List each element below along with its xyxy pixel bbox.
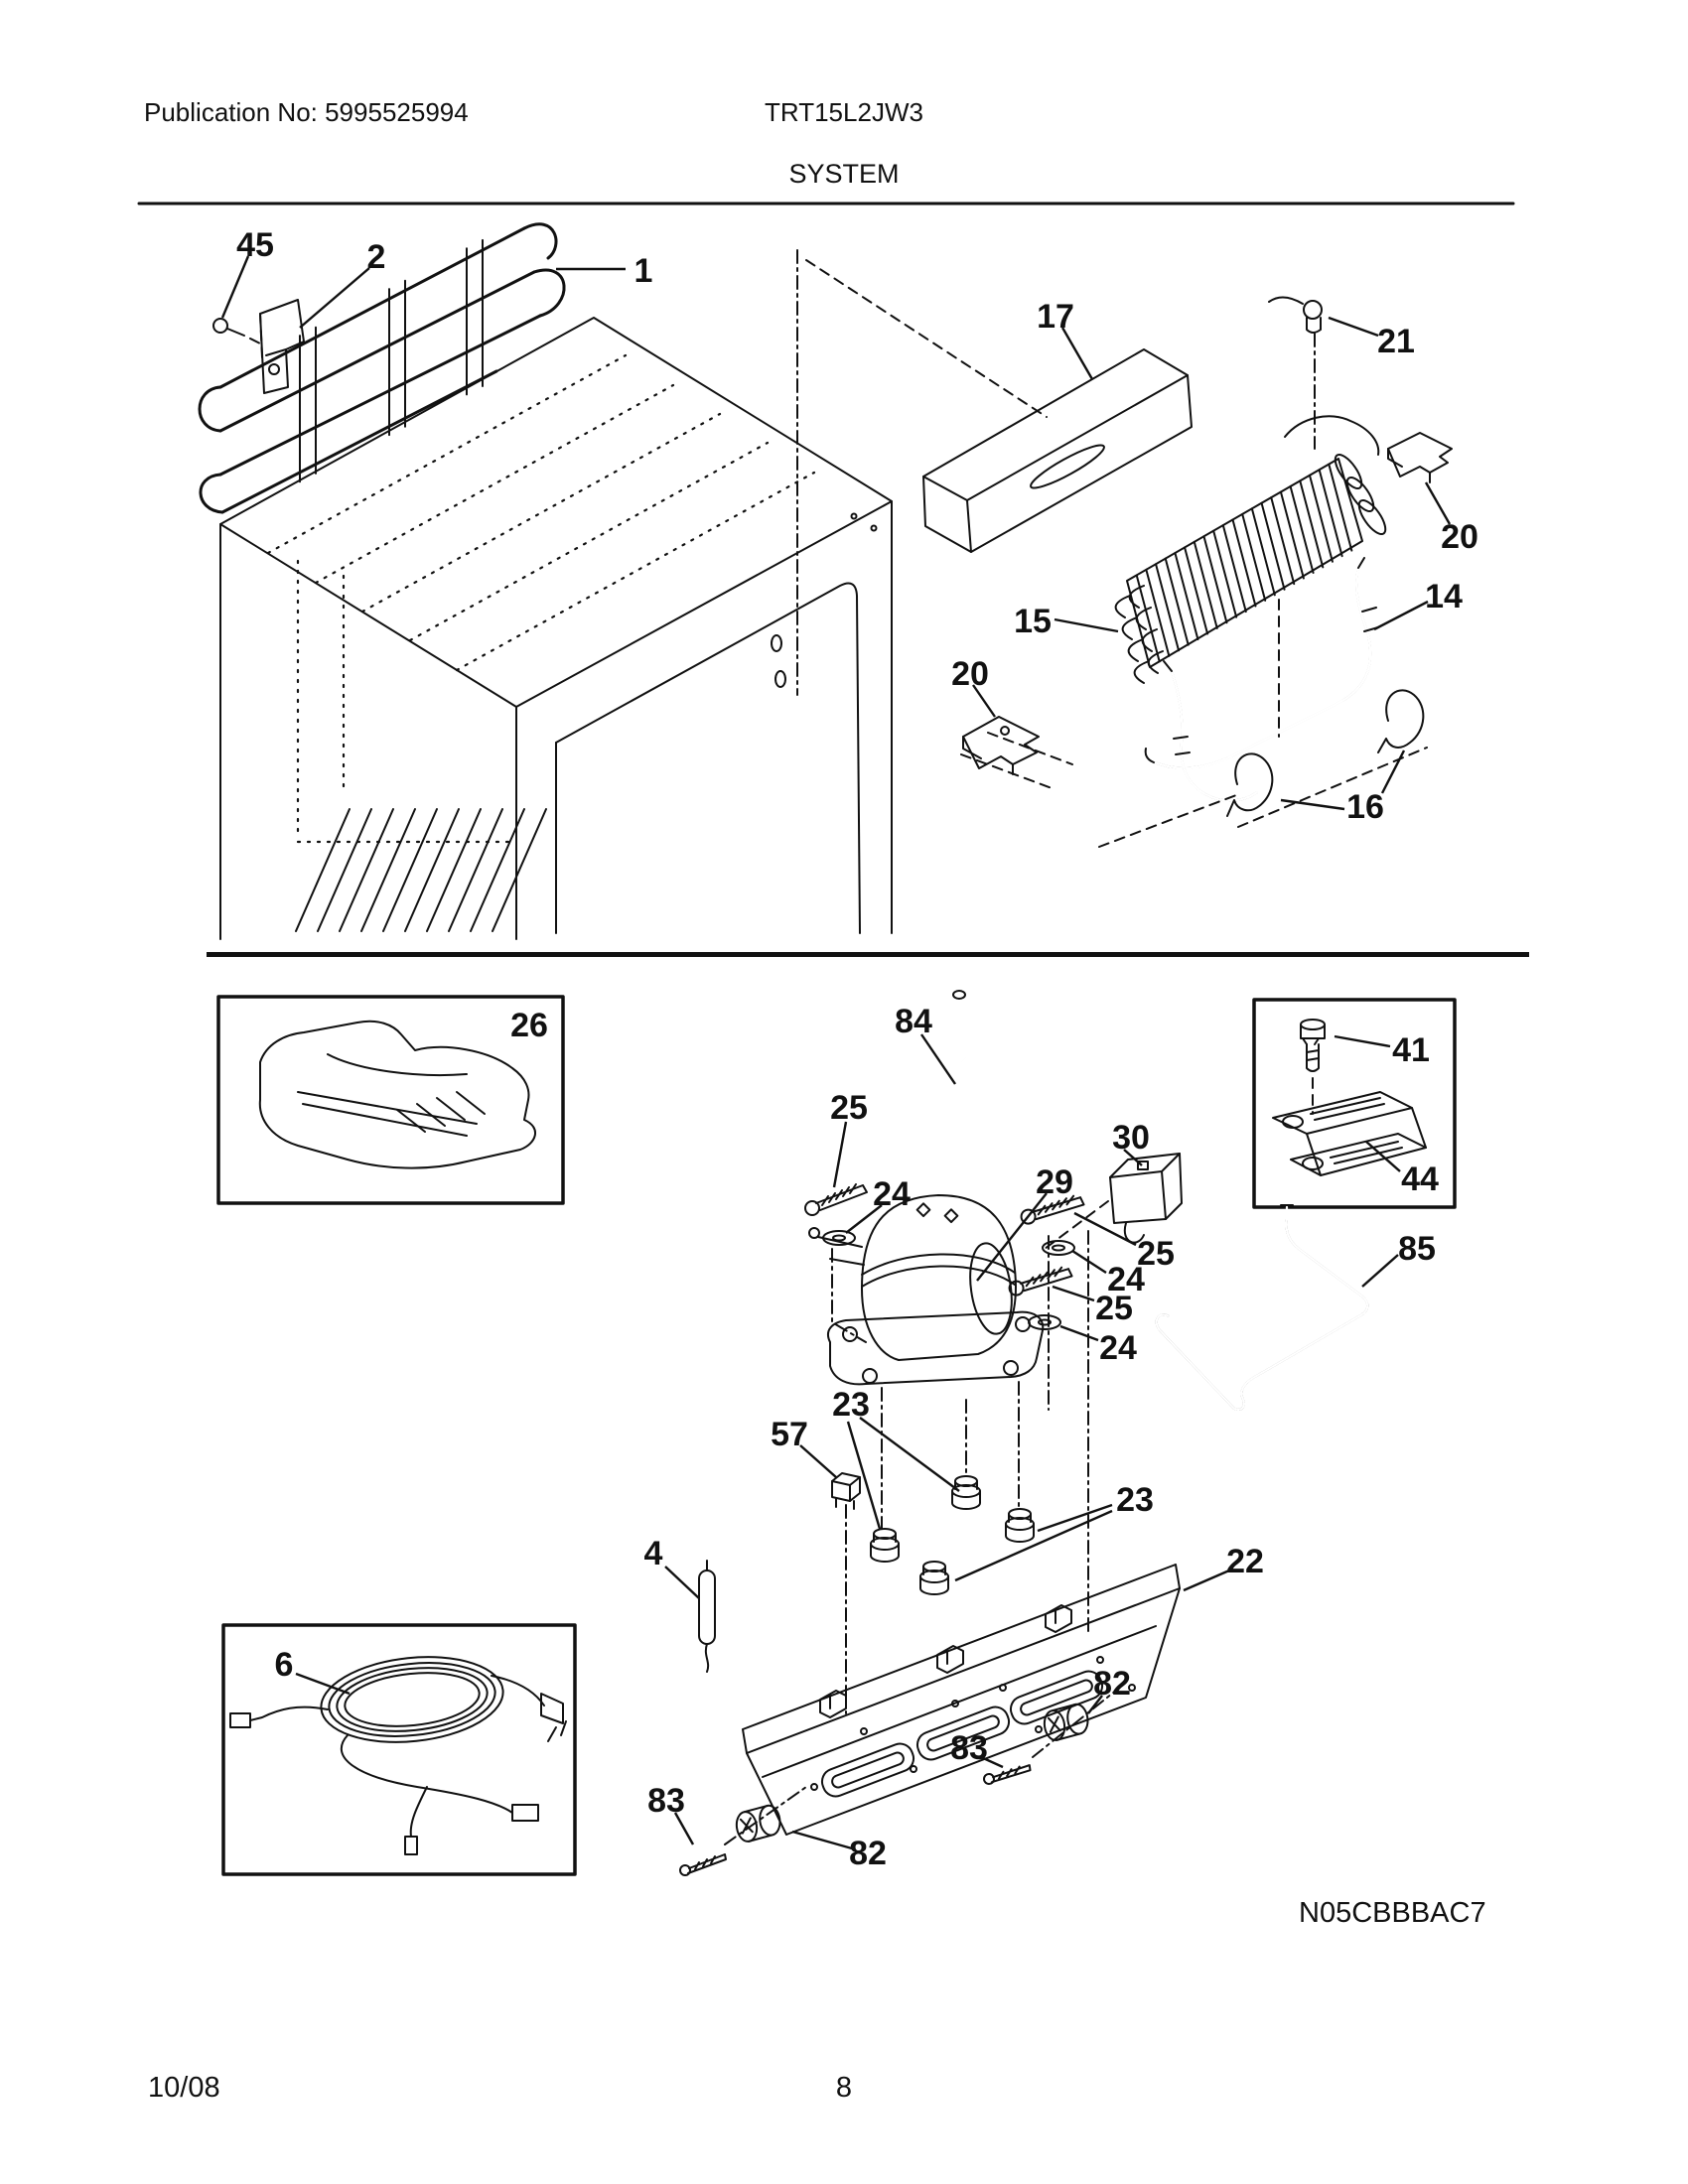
suction-tube xyxy=(1146,558,1378,801)
part-label-25-c: 25 xyxy=(1095,1290,1133,1327)
part-label-21: 21 xyxy=(1377,323,1415,360)
bracket-20-left xyxy=(963,717,1039,774)
back-face-dotted-lines xyxy=(298,561,512,842)
page-header xyxy=(139,97,1513,204)
part-label-1: 1 xyxy=(633,252,653,290)
evaporator-hairpins xyxy=(1116,586,1163,683)
part-label-44: 44 xyxy=(1401,1160,1439,1198)
assembly-guides xyxy=(832,1231,1088,1713)
door-liner xyxy=(556,584,860,933)
washer-24-left xyxy=(823,1231,855,1245)
part-label-2: 2 xyxy=(366,238,386,276)
part-label-57: 57 xyxy=(771,1416,808,1453)
rear-channel xyxy=(923,349,1192,552)
washer-24-right-2 xyxy=(1029,1315,1060,1329)
part-label-14: 14 xyxy=(1425,578,1463,615)
part-label-24-a: 24 xyxy=(873,1175,911,1213)
footer-page-number: 8 xyxy=(835,2072,853,2104)
part-label-25-b: 25 xyxy=(1137,1235,1175,1273)
page-footer xyxy=(148,2072,852,2104)
grommet-23-d xyxy=(920,1562,948,1594)
part-label-26: 26 xyxy=(510,1007,548,1044)
leader-lines xyxy=(222,256,1450,1848)
part-label-17: 17 xyxy=(1037,298,1074,336)
part-label-4: 4 xyxy=(643,1535,663,1572)
part-label-82-right: 82 xyxy=(1093,1665,1131,1703)
part-label-41: 41 xyxy=(1392,1031,1430,1069)
footer-date: 10/08 xyxy=(148,2072,220,2104)
coil-mount-screw xyxy=(213,319,262,344)
cabinet-drawing xyxy=(220,250,1047,939)
part-label-23-b: 23 xyxy=(1116,1481,1154,1519)
part-label-23-a: 23 xyxy=(832,1386,870,1424)
screw-25-left xyxy=(805,1184,867,1215)
grommet-23-b xyxy=(952,1476,980,1509)
part-label-85: 85 xyxy=(1398,1230,1436,1268)
evaporator xyxy=(1116,416,1390,683)
section-title: SYSTEM xyxy=(788,159,900,189)
model-number: TRT15L2JW3 xyxy=(765,97,923,127)
part-label-83-mid: 83 xyxy=(950,1729,988,1767)
screw-83-left xyxy=(680,1854,726,1875)
part-label-30: 30 xyxy=(1112,1119,1150,1157)
bracket-20-right xyxy=(1388,433,1452,482)
overload-clip-57 xyxy=(832,1473,860,1509)
part-label-82-left: 82 xyxy=(849,1835,887,1872)
screw-25-right-2 xyxy=(1009,1264,1072,1298)
part-label-20-left: 20 xyxy=(951,655,989,693)
part-label-84: 84 xyxy=(895,1003,932,1040)
compressor xyxy=(809,1195,1043,1384)
vent-fins xyxy=(296,809,546,931)
part-label-45: 45 xyxy=(236,226,274,264)
coil-support-wires xyxy=(300,240,483,481)
part-label-20-right: 20 xyxy=(1441,518,1478,556)
grommet-23-a xyxy=(871,1529,899,1562)
part-label-15: 15 xyxy=(1014,603,1052,640)
evaporator-fins xyxy=(1137,465,1352,662)
discharge-tube xyxy=(1157,1205,1368,1410)
part-label-16: 16 xyxy=(1346,788,1384,826)
part-label-29: 29 xyxy=(1036,1163,1073,1201)
part-label-25-a: 25 xyxy=(830,1089,868,1127)
part-label-24-b: 24 xyxy=(1107,1261,1145,1298)
grommet-23-c xyxy=(1006,1509,1034,1542)
screw-83-middle xyxy=(984,1763,1031,1786)
evaporator-hanger-wire xyxy=(1285,416,1378,455)
drier-4 xyxy=(699,1561,715,1672)
part-label-22: 22 xyxy=(1226,1543,1264,1580)
part-label-83-left: 83 xyxy=(647,1782,685,1820)
section-divider xyxy=(207,952,1529,957)
publication-number: Publication No: 5995525994 xyxy=(144,97,469,127)
part-label-6: 6 xyxy=(274,1646,294,1684)
diagram-code: N05CBBBAC7 xyxy=(1299,1897,1486,1929)
part-label-24-c: 24 xyxy=(1099,1329,1137,1367)
diagram-art xyxy=(200,224,1529,1875)
bolt-41 xyxy=(1301,1020,1325,1114)
